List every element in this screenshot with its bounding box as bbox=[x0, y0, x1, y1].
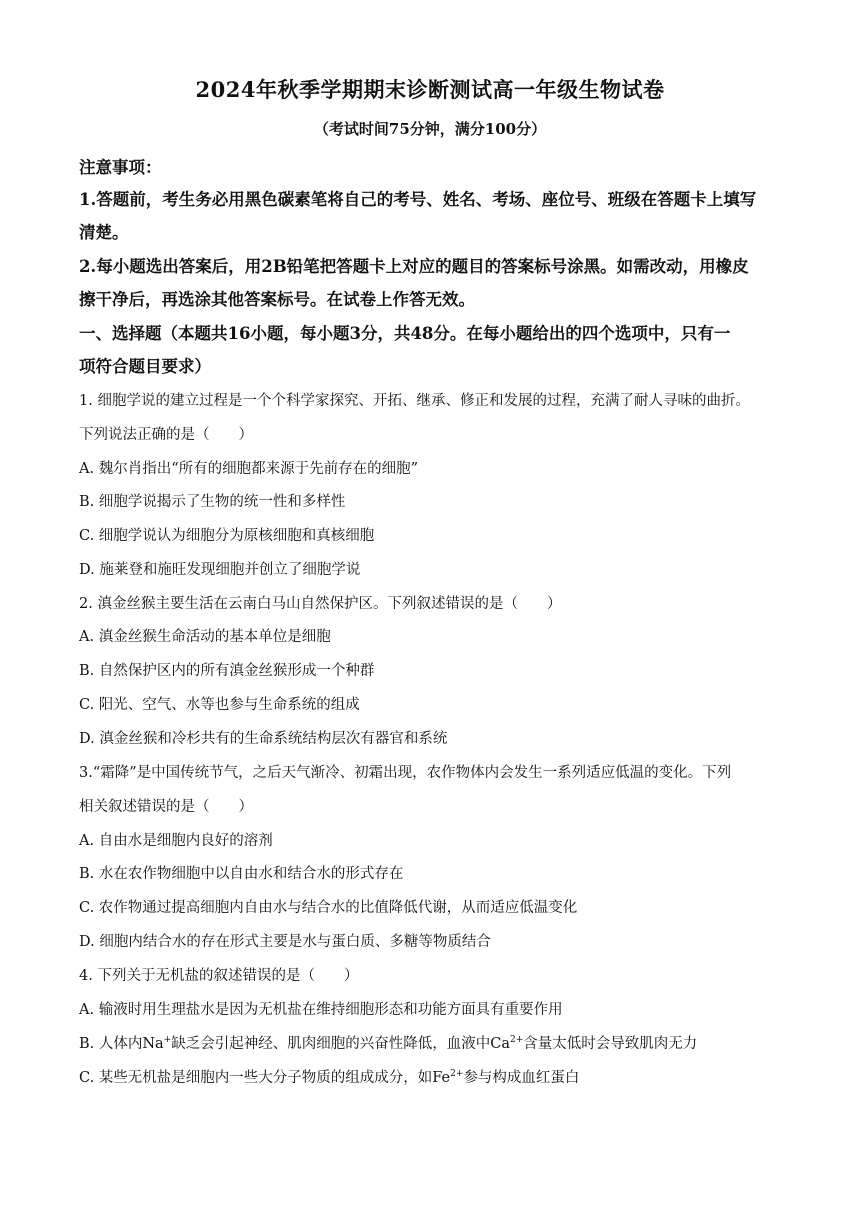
q4-option-b-text-1: B. 人体内Na bbox=[79, 1036, 164, 1052]
q1-option-d: D. 施莱登和施旺发现细胞并创立了细胞学说 bbox=[79, 562, 361, 578]
q3-stem-line-1: 3.“霜降”是中国传统节气，之后天气渐冷、初霜出现，农作物体内会发生一系列适应低温的变化。下列 bbox=[79, 765, 732, 781]
notice-item-2-line-2: 擦干净后，再选涂其他答案标号。在试卷上作答无效。 bbox=[79, 290, 475, 309]
exam-subtitle: （考试时间75分钟，满分100分） bbox=[313, 120, 547, 138]
notice-item-2-line-1: 2.每小题选出答案后，用2B铅笔把答题卡上对应的题目的答案标号涂黑。如需改动，用橡皮 bbox=[79, 257, 749, 276]
q4-option-b-text-3: 含量太低时会导致肌肉无力 bbox=[523, 1036, 698, 1052]
section-heading-line-2: 项符合题目要求） bbox=[79, 357, 211, 376]
q4-option-c-text-2: 参与构成血红蛋白 bbox=[463, 1070, 580, 1086]
q4-option-b bbox=[79, 1032, 785, 1053]
q3-stem-line-2: 相关叙述错误的是（ ） bbox=[79, 799, 253, 815]
q4-option-c-sup-1: 2+ bbox=[450, 1069, 464, 1080]
q2-stem: 2. 滇金丝猴主要生活在云南白马山自然保护区。下列叙述错误的是（ ） bbox=[79, 596, 562, 612]
q2-option-b: B. 自然保护区内的所有滇金丝猴形成一个种群 bbox=[79, 663, 375, 679]
q1-option-c: C. 细胞学说认为细胞分为原核细胞和真核细胞 bbox=[79, 528, 375, 544]
q2-option-a: A. 滇金丝猴生命活动的基本单位是细胞 bbox=[79, 629, 331, 645]
notice-item-1-line-1: 1.答题前，考生务必用黑色碳素笔将自己的考号、姓名、考场、座位号、班级在答题卡上填写 bbox=[79, 190, 757, 209]
q4-option-b-text-2: 缺乏会引起神经、肌肉细胞的兴奋性降低，血液中Ca bbox=[171, 1036, 511, 1052]
notice-item-1-line-2: 清楚。 bbox=[79, 223, 129, 242]
q4-option-c-text-1: C. 某些无机盐是细胞内一些大分子物质的组成成分，如Fe bbox=[79, 1070, 451, 1086]
q1-option-b: B. 细胞学说揭示了生物的统一性和多样性 bbox=[79, 494, 346, 510]
q3-option-b: B. 水在农作物细胞中以自由水和结合水的形式存在 bbox=[79, 866, 404, 882]
q2-option-c: C. 阳光、空气、水等也参与生命系统的组成 bbox=[79, 697, 360, 713]
q3-option-a: A. 自由水是细胞内良好的溶剂 bbox=[79, 833, 273, 849]
q4-option-a: A. 输液时用生理盐水是因为无机盐在维持细胞形态和功能方面具有重要作用 bbox=[79, 1002, 563, 1018]
q2-option-d: D. 滇金丝猴和冷杉共有的生命系统结构层次有器官和系统 bbox=[79, 731, 448, 747]
q4-option-b-sup-1: + bbox=[163, 1035, 172, 1046]
exam-title: 2024年秋季学期期末诊断测试高一年级生物试卷 bbox=[195, 77, 665, 102]
q4-option-c bbox=[79, 1066, 785, 1087]
notice-heading: 注意事项： bbox=[79, 158, 162, 177]
q1-stem-line-2: 下列说法正确的是（ ） bbox=[79, 427, 253, 443]
section-heading-line-1: 一、选择题（本题共16小题，每小题3分，共48分。在每小题给出的四个选项中，只有一 bbox=[79, 324, 731, 343]
q3-option-c: C. 农作物通过提高细胞内自由水与结合水的比值降低代谢，从而适应低温变化 bbox=[79, 900, 578, 916]
q4-stem: 4. 下列关于无机盐的叙述错误的是（ ） bbox=[79, 968, 359, 984]
q1-stem-line-1: 1. 细胞学说的建立过程是一个个科学家探究、开拓、继承、修正和发展的过程，充满了耐人寻味的曲折。 bbox=[79, 393, 750, 409]
q4-option-b-sup-2: 2+ bbox=[510, 1035, 524, 1046]
q1-option-a: A. 魏尔肖指出“所有的细胞都来源于先前存在的细胞” bbox=[79, 461, 419, 477]
q3-option-d: D. 细胞内结合水的存在形式主要是水与蛋白质、多糖等物质结合 bbox=[79, 934, 491, 950]
